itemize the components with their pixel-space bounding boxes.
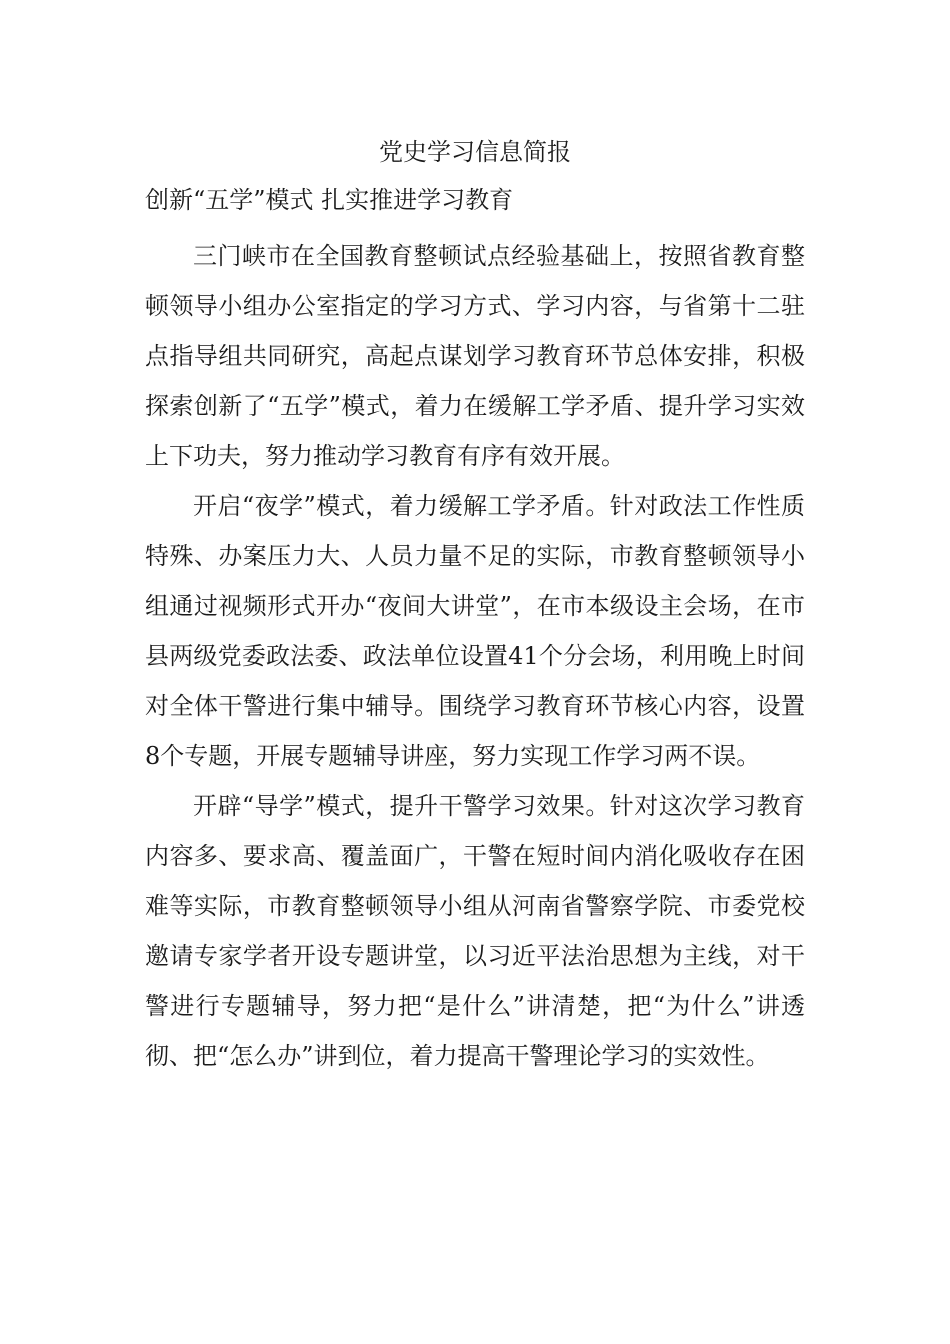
paragraph-intro: 三门峡市在全国教育整顿试点经验基础上，按照省教育整顿领导小组办公室指定的学习方式、学习内容，与省第十二驻点指导组共同研究，高起点谋划学习教育环节总体安排，积极探索创新了“五学”模式，着力在缓解工学矛盾、提升学习实效上下功夫，努力推动学习教育有序有效开展。 [145,242,805,470]
paragraph-night-study: 开启“夜学”模式，着力缓解工学矛盾。针对政法工作性质特殊、办案压力大、人员力量不足的实际，市教育整顿领导小组通过视频形式开办“夜间大讲堂”，在市本级设主会场，在市县两级党委政法委、政法单位设置41个分会场，利用晚上时间对全体干警进行集中辅导。围绕学习教育环节核心内容，设置8个专题，开展专题辅导讲座，努力实现工作学习两不误。 [145,492,805,770]
paragraph-guided-study: 开辟“导学”模式，提升干警学习效果。针对这次学习教育内容多、要求高、覆盖面广，干警在短时间内消化吸收存在困难等实际，市教育整顿领导小组从河南省警察学院、市委党校邀请专家学者开设专题讲堂，以习近平法治思想为主线，对干警进行专题辅导，努力把“是什么”讲清楚，把“为什么”讲透彻、把“怎么办”讲到位，着力提高干警理论学习的实效性。 [145,792,805,1070]
document-body [145,231,805,1081]
document-title: 党史学习信息简报 [379,138,571,166]
document-subtitle: 创新“五学”模式 扎实推进学习教育 [145,186,514,214]
